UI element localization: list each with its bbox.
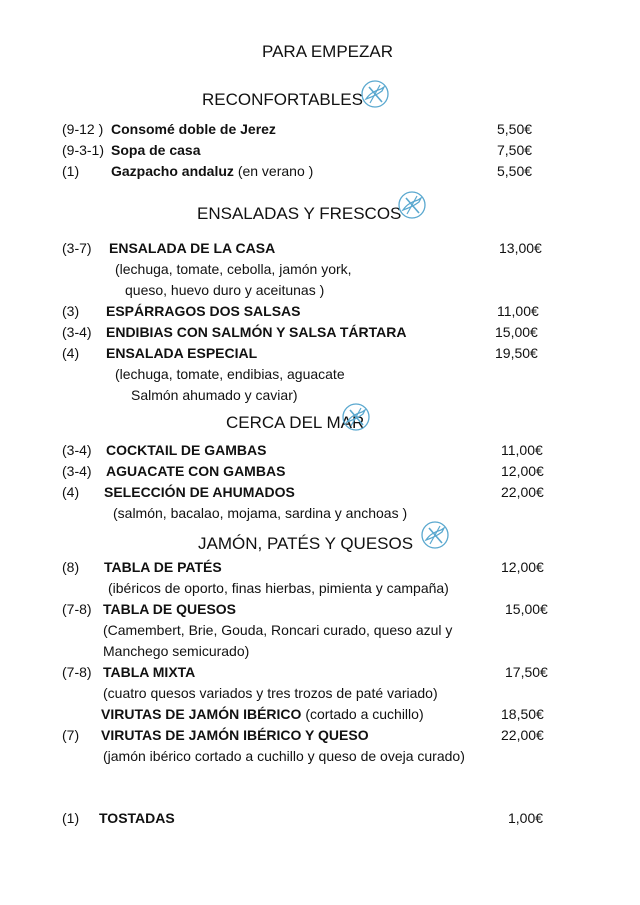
item-note: (en verano )	[237, 163, 314, 179]
fish-cutlery-icon	[397, 190, 427, 220]
item-code: (7)	[62, 727, 80, 743]
item-name: Gazpacho andaluz	[111, 163, 234, 179]
item-name: Consomé doble de Jerez	[111, 121, 276, 137]
page-title: PARA EMPEZAR	[262, 42, 393, 61]
item-price: 18,50€	[501, 706, 544, 722]
item-code: (4)	[62, 345, 80, 361]
item-price: 12,00€	[501, 463, 544, 479]
item-name: TABLA MIXTA	[103, 664, 196, 680]
item-code: (3-7)	[62, 240, 92, 256]
item-description: (cuatro quesos variados y tres trozos de paté variado)	[103, 685, 438, 701]
item-code: (9-3-1)	[62, 142, 105, 158]
item-description: (Camembert, Brie, Gouda, Roncari curado, queso azul y	[103, 622, 453, 638]
item-name: ESPÁRRAGOS DOS SALSAS	[106, 303, 301, 319]
item-code: (9-12 )	[62, 121, 104, 137]
item-code: (1)	[62, 810, 80, 826]
item-name: VIRUTAS DE JAMÓN IBÉRICO	[101, 706, 302, 722]
item-price: 11,00€	[501, 442, 543, 458]
fish-cutlery-icon	[420, 520, 450, 550]
item-price: 13,00€	[499, 240, 542, 256]
item-name: Sopa de casa	[111, 142, 201, 158]
item-description: (lechuga, tomate, endibias, aguacate	[115, 366, 345, 382]
item-price: 15,00€	[495, 324, 538, 340]
section-heading-ensaladas: ENSALADAS Y FRESCOS	[197, 204, 402, 223]
item-price: 12,00€	[501, 559, 544, 575]
item-price: 22,00€	[501, 484, 544, 500]
item-code: (4)	[62, 484, 80, 500]
item-price: 19,50€	[495, 345, 538, 361]
item-code: (1)	[62, 163, 80, 179]
item-name: ENSALADA ESPECIAL	[106, 345, 258, 361]
item-name: COCKTAIL DE GAMBAS	[106, 442, 267, 458]
item-description: (jamón ibérico cortado a cuchillo y queso de oveja curado)	[103, 748, 465, 764]
item-price: 7,50€	[497, 142, 533, 158]
item-description: queso, huevo duro y aceitunas )	[125, 282, 325, 298]
item-name: TABLA DE PATÉS	[104, 559, 222, 575]
item-code: (3-4)	[62, 442, 92, 458]
item-name: TABLA DE QUESOS	[103, 601, 237, 617]
item-price: 5,50€	[497, 163, 533, 179]
item-price: 17,50€	[505, 664, 548, 680]
item-note: (cortado a cuchillo)	[305, 706, 424, 722]
fish-cutlery-icon	[341, 402, 371, 432]
item-name: VIRUTAS DE JAMÓN IBÉRICO Y QUESO	[101, 727, 369, 743]
item-code: (8)	[62, 559, 80, 575]
item-name: ENDIBIAS CON SALMÓN Y SALSA TÁRTARA	[106, 324, 407, 340]
item-code: (3-4)	[62, 463, 92, 479]
item-code: (7-8)	[62, 664, 92, 680]
item-name: AGUACATE CON GAMBAS	[106, 463, 286, 479]
item-code: (3-4)	[62, 324, 92, 340]
item-price: 5,50€	[497, 121, 533, 137]
item-code: (7-8)	[62, 601, 92, 617]
item-description: Manchego semicurado)	[103, 643, 250, 659]
item-description: Salmón ahumado y caviar)	[131, 387, 298, 403]
item-name: ENSALADA DE LA CASA	[109, 240, 276, 256]
item-code: (3)	[62, 303, 80, 319]
item-name: TOSTADAS	[99, 810, 175, 826]
item-price: 11,00€	[497, 303, 539, 319]
item-description: (ibéricos de oporto, finas hierbas, pimienta y campaña)	[108, 580, 449, 596]
fish-cutlery-icon	[360, 79, 390, 109]
section-heading-cerca-del-mar: CERCA DEL MAR	[226, 413, 365, 432]
section-heading-jamon: JAMÓN, PATÉS Y QUESOS	[198, 534, 414, 553]
section-heading-reconfortables: RECONFORTABLES	[202, 90, 363, 109]
item-description: (salmón, bacalao, mojama, sardina y anchoas )	[113, 505, 408, 521]
item-name: SELECCIÓN DE AHUMADOS	[104, 484, 295, 500]
item-price: 1,00€	[508, 810, 544, 826]
item-description: (lechuga, tomate, cebolla, jamón york,	[115, 261, 352, 277]
item-price: 15,00€	[505, 601, 548, 617]
item-name-line	[101, 706, 424, 722]
item-name-line	[111, 163, 313, 179]
item-price: 22,00€	[501, 727, 544, 743]
